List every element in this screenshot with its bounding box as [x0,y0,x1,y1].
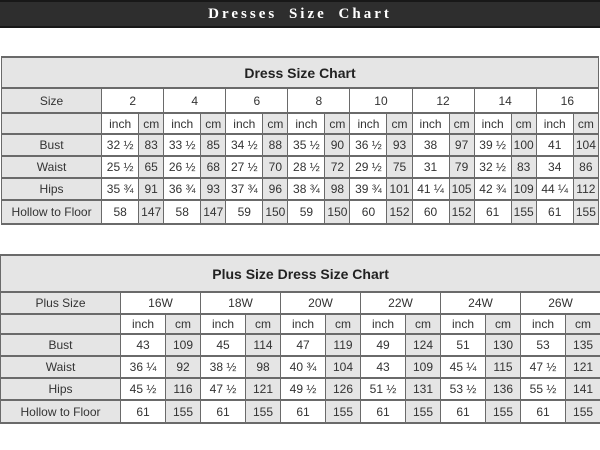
cm-value-cell: 112 [573,178,598,200]
cm-unit-cell: cm [166,314,201,334]
cm-value-cell: 90 [325,134,350,156]
inch-value-cell: 35 ¾ [102,178,139,200]
cm-unit-cell: cm [263,113,288,134]
measurement-row [2,200,599,224]
inch-value-cell: 36 ½ [350,134,387,156]
inch-value-cell: 53 [521,334,566,356]
cm-unit-cell: cm [387,113,412,134]
table-title-row [2,57,599,88]
measurement-row [1,400,600,423]
cm-value-cell: 155 [486,400,521,423]
inch-value-cell: 59 [288,200,325,224]
size-header-cell: 26W [521,292,600,314]
cm-unit-cell: cm [486,314,521,334]
cm-value-cell: 155 [511,200,536,224]
inch-unit-cell: inch [164,113,201,134]
cm-value-cell: 83 [511,156,536,178]
inch-unit-cell: inch [121,314,166,334]
cm-value-cell: 155 [566,400,600,423]
inch-value-cell: 38 ¾ [288,178,325,200]
inch-unit-cell: inch [441,314,486,334]
cm-value-cell: 79 [449,156,474,178]
table-title-row [1,255,600,292]
inch-value-cell: 61 [441,400,486,423]
inch-value-cell: 39 ¾ [350,178,387,200]
inch-value-cell: 47 ½ [201,378,246,400]
unit-header-row [1,314,600,334]
inch-value-cell: 34 ½ [226,134,263,156]
cm-value-cell: 109 [166,334,201,356]
cm-value-cell: 124 [406,334,441,356]
inch-value-cell: 61 [474,200,511,224]
cm-value-cell: 83 [139,134,164,156]
size-header-cell: 20W [281,292,361,314]
cm-value-cell: 97 [449,134,474,156]
size-header-cell: 12 [412,88,474,113]
measurement-row-label: Waist [1,356,121,378]
inch-unit-cell: inch [350,113,387,134]
cm-value-cell: 65 [139,156,164,178]
plus-size-dress-size-chart-table [0,254,600,424]
measurement-row-label: Waist [2,156,102,178]
cm-value-cell: 96 [263,178,288,200]
cm-value-cell: 86 [573,156,598,178]
size-header-cell: 8 [288,88,350,113]
cm-value-cell: 109 [406,356,441,378]
cm-value-cell: 75 [387,156,412,178]
measurement-row [2,178,599,200]
inch-value-cell: 34 [536,156,573,178]
cm-value-cell: 135 [566,334,600,356]
inch-value-cell: 35 ½ [288,134,325,156]
measurement-row [1,356,600,378]
inch-unit-cell: inch [281,314,326,334]
inch-value-cell: 49 ½ [281,378,326,400]
inch-unit-cell: inch [288,113,325,134]
inch-value-cell: 43 [361,356,406,378]
cm-value-cell: 115 [486,356,521,378]
cm-value-cell: 93 [201,178,226,200]
inch-value-cell: 44 ¼ [536,178,573,200]
cm-value-cell: 150 [325,200,350,224]
inch-unit-cell: inch [412,113,449,134]
inch-unit-cell: inch [361,314,406,334]
cm-value-cell: 105 [449,178,474,200]
size-header-cell: 4 [164,88,226,113]
inch-value-cell: 40 ¾ [281,356,326,378]
cm-value-cell: 70 [263,156,288,178]
inch-value-cell: 58 [102,200,139,224]
inch-value-cell: 41 [536,134,573,156]
size-corner-label: Plus Size [1,292,121,314]
cm-unit-cell: cm [326,314,361,334]
cm-value-cell: 104 [573,134,598,156]
cm-value-cell: 114 [246,334,281,356]
table-title: Plus Size Dress Size Chart [1,255,600,292]
unit-corner-cell [2,113,102,134]
cm-unit-cell: cm [246,314,281,334]
size-header-cell: 22W [361,292,441,314]
inch-value-cell: 32 ½ [102,134,139,156]
cm-value-cell: 150 [263,200,288,224]
inch-value-cell: 37 ¾ [226,178,263,200]
cm-value-cell: 121 [566,356,600,378]
cm-value-cell: 147 [139,200,164,224]
cm-value-cell: 155 [406,400,441,423]
cm-value-cell: 152 [387,200,412,224]
cm-value-cell: 130 [486,334,521,356]
measurement-row [2,134,599,156]
measurement-row [1,334,600,356]
inch-value-cell: 45 ¼ [441,356,486,378]
inch-value-cell: 38 [412,134,449,156]
cm-value-cell: 131 [406,378,441,400]
inch-value-cell: 61 [121,400,166,423]
measurement-row-label: Hips [1,378,121,400]
measurement-row-label: Bust [2,134,102,156]
cm-value-cell: 91 [139,178,164,200]
inch-value-cell: 58 [164,200,201,224]
cm-unit-cell: cm [566,314,600,334]
inch-value-cell: 47 [281,334,326,356]
inch-value-cell: 36 ¼ [121,356,166,378]
inch-value-cell: 32 ½ [474,156,511,178]
cm-unit-cell: cm [573,113,598,134]
cm-unit-cell: cm [406,314,441,334]
inch-value-cell: 28 ½ [288,156,325,178]
inch-value-cell: 51 [441,334,486,356]
inch-unit-cell: inch [536,113,573,134]
inch-value-cell: 31 [412,156,449,178]
table-title: Dress Size Chart [2,57,599,88]
cm-value-cell: 100 [511,134,536,156]
inch-value-cell: 27 ½ [226,156,263,178]
size-header-cell: 10 [350,88,412,113]
cm-value-cell: 92 [166,356,201,378]
inch-value-cell: 41 ¼ [412,178,449,200]
cm-value-cell: 93 [387,134,412,156]
inch-value-cell: 61 [521,400,566,423]
page-title-banner [0,0,600,28]
inch-value-cell: 39 ½ [474,134,511,156]
cm-value-cell: 121 [246,378,281,400]
unit-corner-cell [1,314,121,334]
inch-value-cell: 59 [226,200,263,224]
inch-unit-cell: inch [226,113,263,134]
size-header-row [2,88,599,113]
inch-value-cell: 51 ½ [361,378,406,400]
size-header-cell: 14 [474,88,536,113]
cm-value-cell: 98 [325,178,350,200]
inch-value-cell: 45 ½ [121,378,166,400]
inch-value-cell: 61 [201,400,246,423]
size-header-cell: 16W [121,292,201,314]
size-header-cell: 6 [226,88,288,113]
cm-value-cell: 152 [449,200,474,224]
cm-unit-cell: cm [449,113,474,134]
cm-unit-cell: cm [325,113,350,134]
cm-value-cell: 119 [326,334,361,356]
measurement-row-label: Hips [2,178,102,200]
inch-value-cell: 61 [536,200,573,224]
inch-value-cell: 60 [412,200,449,224]
inch-value-cell: 43 [121,334,166,356]
measurement-row-label: Bust [1,334,121,356]
size-header-cell: 16 [536,88,598,113]
inch-value-cell: 53 ½ [441,378,486,400]
inch-unit-cell: inch [201,314,246,334]
cm-unit-cell: cm [201,113,226,134]
inch-value-cell: 36 ¾ [164,178,201,200]
cm-value-cell: 155 [326,400,361,423]
cm-unit-cell: cm [511,113,536,134]
cm-value-cell: 85 [201,134,226,156]
inch-value-cell: 38 ½ [201,356,246,378]
measurement-row [2,156,599,178]
cm-value-cell: 88 [263,134,288,156]
inch-unit-cell: inch [521,314,566,334]
cm-value-cell: 68 [201,156,226,178]
inch-value-cell: 25 ½ [102,156,139,178]
inch-value-cell: 55 ½ [521,378,566,400]
measurement-row-label: Hollow to Floor [1,400,121,423]
page-title: Dresses Size Chart [208,6,392,22]
cm-value-cell: 126 [326,378,361,400]
cm-value-cell: 136 [486,378,521,400]
inch-value-cell: 42 ¾ [474,178,511,200]
size-header-cell: 2 [102,88,164,113]
inch-value-cell: 60 [350,200,387,224]
inch-value-cell: 26 ½ [164,156,201,178]
inch-value-cell: 47 ½ [521,356,566,378]
cm-value-cell: 116 [166,378,201,400]
size-corner-label: Size [2,88,102,113]
cm-unit-cell: cm [139,113,164,134]
cm-value-cell: 147 [201,200,226,224]
dress-size-chart-table [1,56,599,225]
cm-value-cell: 72 [325,156,350,178]
cm-value-cell: 155 [166,400,201,423]
cm-value-cell: 104 [326,356,361,378]
inch-value-cell: 49 [361,334,406,356]
inch-unit-cell: inch [474,113,511,134]
measurement-row-label: Hollow to Floor [2,200,102,224]
cm-value-cell: 155 [573,200,598,224]
size-header-cell: 24W [441,292,521,314]
inch-value-cell: 29 ½ [350,156,387,178]
size-header-row [1,292,600,314]
cm-value-cell: 101 [387,178,412,200]
unit-header-row [2,113,599,134]
inch-value-cell: 33 ½ [164,134,201,156]
measurement-row [1,378,600,400]
cm-value-cell: 109 [511,178,536,200]
cm-value-cell: 98 [246,356,281,378]
cm-value-cell: 141 [566,378,600,400]
size-header-cell: 18W [201,292,281,314]
inch-unit-cell: inch [102,113,139,134]
inch-value-cell: 61 [281,400,326,423]
cm-value-cell: 155 [246,400,281,423]
inch-value-cell: 45 [201,334,246,356]
inch-value-cell: 61 [361,400,406,423]
